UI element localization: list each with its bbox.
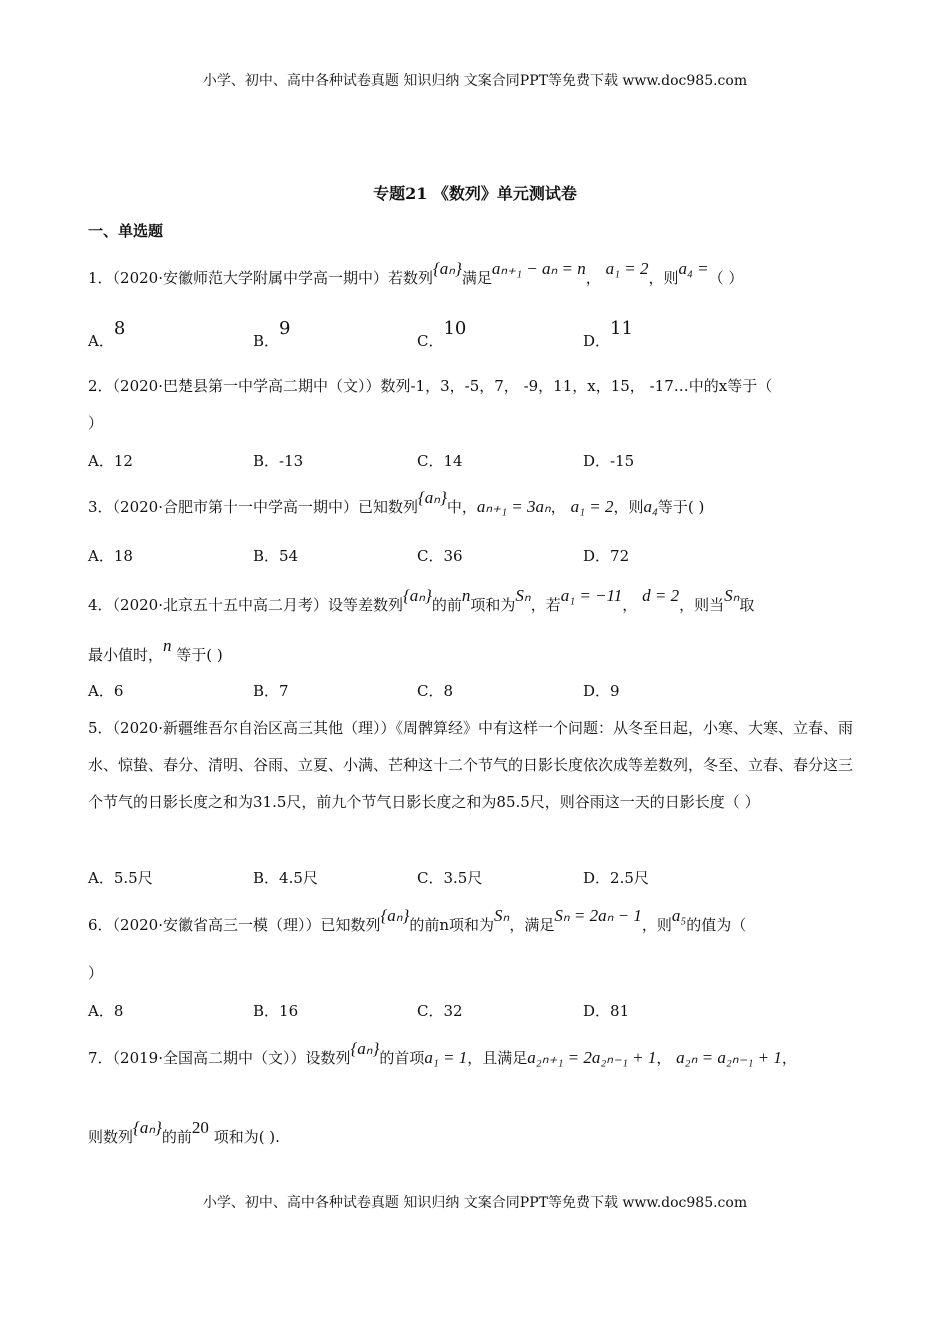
q6-option-b: B．16 xyxy=(253,1002,299,1020)
q2-option-a: A．12 xyxy=(88,452,133,470)
q6-option-d: D．81 xyxy=(583,1002,630,1020)
question-2-cont: ） xyxy=(88,414,104,432)
page-header: 小学、初中、高中各种试卷真题 知识归纳 文案合同PPT等免费下载 www.doc985.com xyxy=(202,73,748,89)
question-6-cont: ） xyxy=(88,964,104,982)
page-title: 专题21 《数列》单元测试卷 xyxy=(373,184,577,203)
question-4: 4．（2020·北京五十五中高二月考）设等差数列{aₙ}的前n项和为Sₙ，若a₁ = −11， d = 2，则当Sₙ取 xyxy=(88,586,755,614)
q3-option-c: C．36 xyxy=(417,547,463,565)
q4-option-a: A．6 xyxy=(88,682,124,700)
question-5: 5．（2020·新疆维吾尔自治区高三其他（理））《周髀算经》中有这样一个问题：从冬至日起，小寒、大寒、立春、雨水、惊蛰、春分、清明、谷雨、立夏、小满、芒种这十二个节气的日影长度依次成等差数列，冬至、立春、春分这三个节气的日影长度之和为31.5尺，前九个节气日影长度之和为85.5尺，则谷雨这一天的日影长度（ ） xyxy=(88,719,854,811)
q4-option-d: D．9 xyxy=(583,682,620,700)
page-footer: 小学、初中、高中各种试卷真题 知识归纳 文案合同PPT等免费下载 www.doc985.com xyxy=(202,1195,748,1211)
q2-option-c: C．14 xyxy=(417,452,463,470)
question-2: 2．（2020·巴楚县第一中学高二期中（文））数列-1，3，-5，7， -9，11，x，15， -17…中的x等于（ xyxy=(88,377,773,395)
q1-option-b: B．9 xyxy=(253,318,291,350)
q2-option-b: B．-13 xyxy=(253,452,304,470)
question-3: 3．（2020·合肥市第十一中学高一期中）已知数列{aₙ}中，aₙ₊₁ = 3aₙ， a₁ = 2，则a₄等于( ) xyxy=(88,488,705,516)
q6-option-c: C．32 xyxy=(417,1002,463,1020)
q3-option-a: A．18 xyxy=(88,547,133,565)
question-7: 7．（2019·全国高二期中（文））设数列{aₙ}的首项a₁ = 1，且满足a₂ₙ₊₁ = 2a₂ₙ₋₁ + 1， a₂ₙ = a₂ₙ₋₁ + 1， xyxy=(88,1039,797,1067)
q1-option-a: A．8 xyxy=(88,318,126,350)
q3-option-d: D．72 xyxy=(583,547,630,565)
question-7-cont: 则数列{aₙ}的前20 项和为( ). xyxy=(88,1118,280,1146)
q2-option-d: D．-15 xyxy=(583,452,635,470)
q6-option-a: A．8 xyxy=(88,1002,124,1020)
question-4-cont: 最小值时，n 等于( ) xyxy=(88,636,223,664)
q5-option-d: D．2.5尺 xyxy=(583,869,649,887)
question-6: 6．（2020·安徽省高三一模（理））已知数列{aₙ}的前n项和为Sₙ，满足Sₙ = 2aₙ − 1，则a₅的值为（ xyxy=(88,906,747,934)
q5-option-b: B．4.5尺 xyxy=(253,869,318,887)
q3-option-b: B．54 xyxy=(253,547,299,565)
question-1: 1．（2020·安徽师范大学附属中学高一期中）若数列{aₙ}满足aₙ₊₁ − aₙ = n， a₁ = 2，则a₄ =（ ） xyxy=(88,259,744,287)
section-heading: 一、单选题 xyxy=(88,222,164,240)
q5-option-c: C．3.5尺 xyxy=(417,869,483,887)
q4-option-b: B．7 xyxy=(253,682,289,700)
q5-option-a: A．5.5尺 xyxy=(88,869,153,887)
q4-option-c: C．8 xyxy=(417,682,454,700)
q1-option-c: C．10 xyxy=(417,318,467,350)
q1-option-d: D．11 xyxy=(583,318,633,350)
